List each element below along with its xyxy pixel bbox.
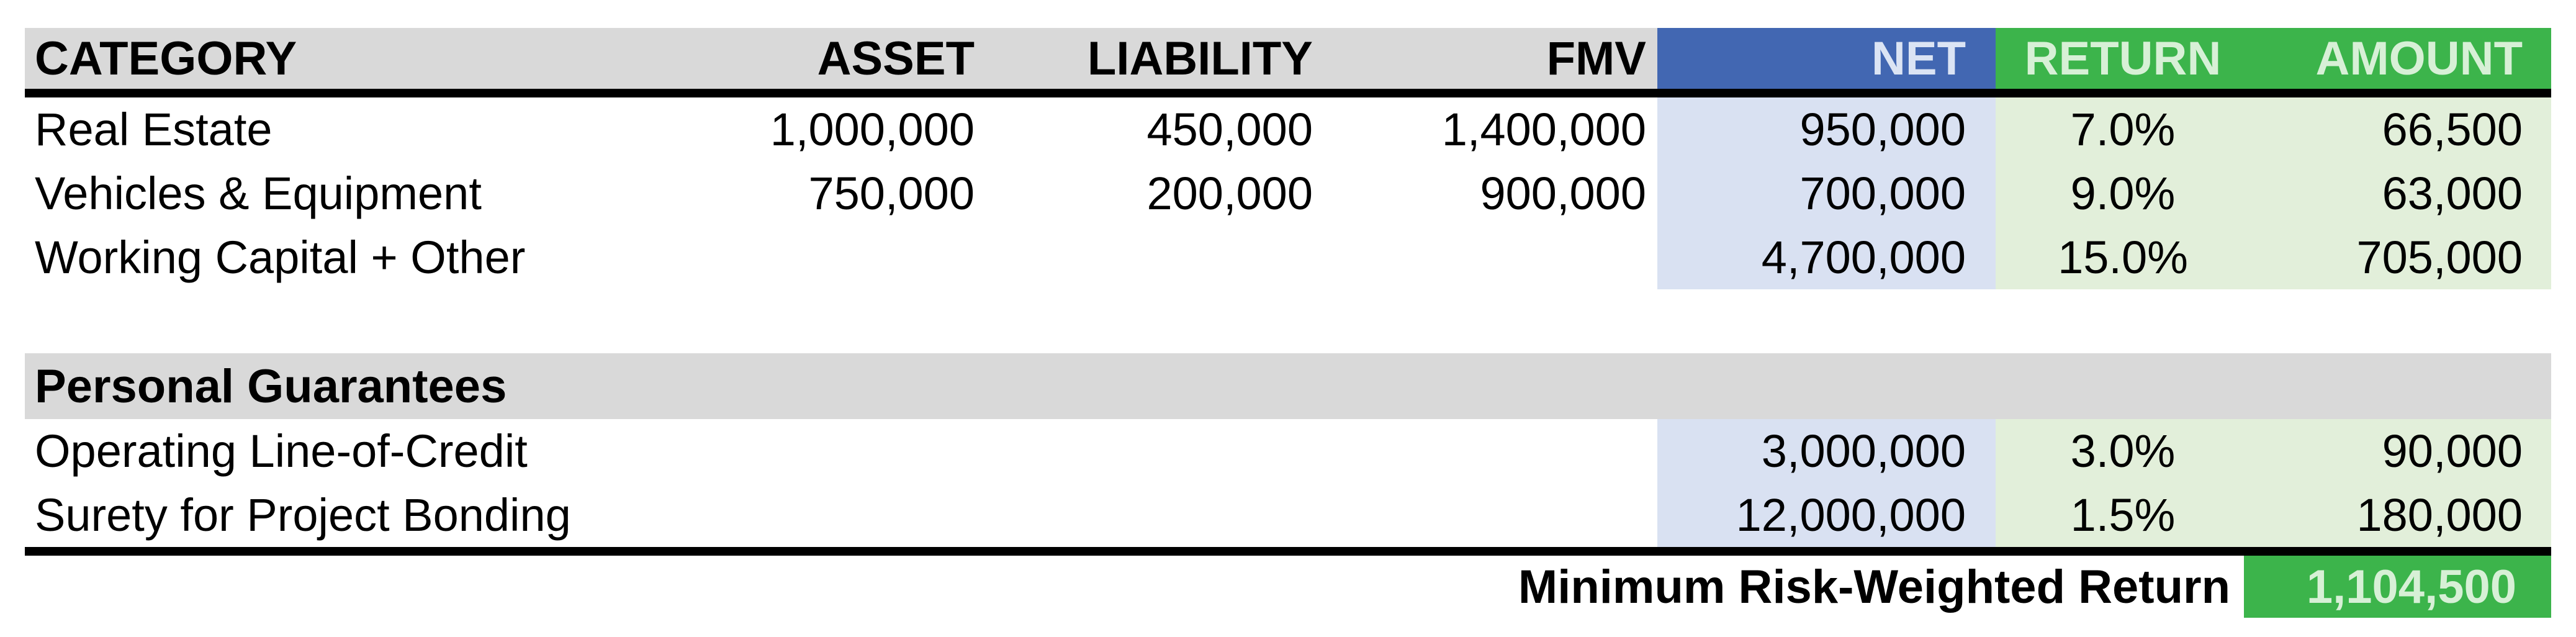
table-row [25, 419, 2551, 483]
table-row [25, 161, 2551, 225]
amount-cell: 63,000 [2250, 161, 2551, 225]
table-row [25, 483, 2551, 547]
table-row [25, 225, 2551, 289]
asset-cell [683, 419, 981, 483]
category-cell: Working Capital + Other [35, 232, 526, 283]
net-cell: 12,000,000 [1657, 483, 1996, 547]
category-cell: Surety for Project Bonding [35, 489, 571, 541]
table-row [25, 97, 2551, 161]
return-cell: 9.0% [1996, 161, 2250, 225]
amount-cell: 90,000 [2250, 419, 2551, 483]
fmv-cell [1319, 225, 1657, 289]
header-return: RETURN [1996, 28, 2250, 89]
return-cell: 7.0% [1996, 97, 2250, 161]
header-row [25, 28, 2551, 89]
header-category: CATEGORY [35, 32, 297, 85]
header-amount: AMOUNT [2250, 28, 2551, 89]
liability-cell [981, 483, 1319, 547]
asset-cell: 750,000 [808, 168, 975, 219]
amount-cell: 180,000 [2250, 483, 2551, 547]
liability-cell: 200,000 [1146, 168, 1313, 219]
liability-cell: 450,000 [1146, 104, 1313, 155]
asset-cell [683, 483, 981, 547]
liability-cell [981, 419, 1319, 483]
risk-return-table [25, 28, 2551, 618]
net-cell: 700,000 [1657, 161, 1996, 225]
fmv-cell: 900,000 [1480, 168, 1646, 219]
section-title: Personal Guarantees [35, 359, 507, 413]
liability-cell [981, 225, 1319, 289]
total-value: 1,104,500 [2244, 556, 2551, 618]
header-divider [25, 89, 2551, 97]
header-fmv: FMV [1546, 32, 1646, 85]
header-liability: LIABILITY [1087, 32, 1313, 85]
header-asset: ASSET [817, 32, 975, 85]
total-label: Minimum Risk-Weighted Return [1518, 560, 2230, 613]
category-cell: Real Estate [35, 104, 272, 155]
net-cell: 3,000,000 [1657, 419, 1996, 483]
blank-row [25, 289, 2551, 353]
return-cell: 15.0% [1996, 225, 2250, 289]
section-row [25, 353, 2551, 419]
net-cell: 4,700,000 [1657, 225, 1996, 289]
amount-cell: 66,500 [2250, 97, 2551, 161]
asset-cell: 1,000,000 [770, 104, 975, 155]
amount-cell: 705,000 [2250, 225, 2551, 289]
fmv-cell [1319, 419, 1657, 483]
total-row [25, 556, 2551, 618]
return-cell: 1.5% [1996, 483, 2250, 547]
fmv-cell [1319, 483, 1657, 547]
category-cell: Vehicles & Equipment [35, 168, 482, 219]
net-cell: 950,000 [1657, 97, 1996, 161]
fmv-cell: 1,400,000 [1441, 104, 1646, 155]
total-divider [25, 547, 2551, 556]
header-net: NET [1657, 28, 1996, 89]
category-cell: Operating Line-of-Credit [35, 425, 528, 477]
asset-cell [683, 225, 981, 289]
return-cell: 3.0% [1996, 419, 2250, 483]
